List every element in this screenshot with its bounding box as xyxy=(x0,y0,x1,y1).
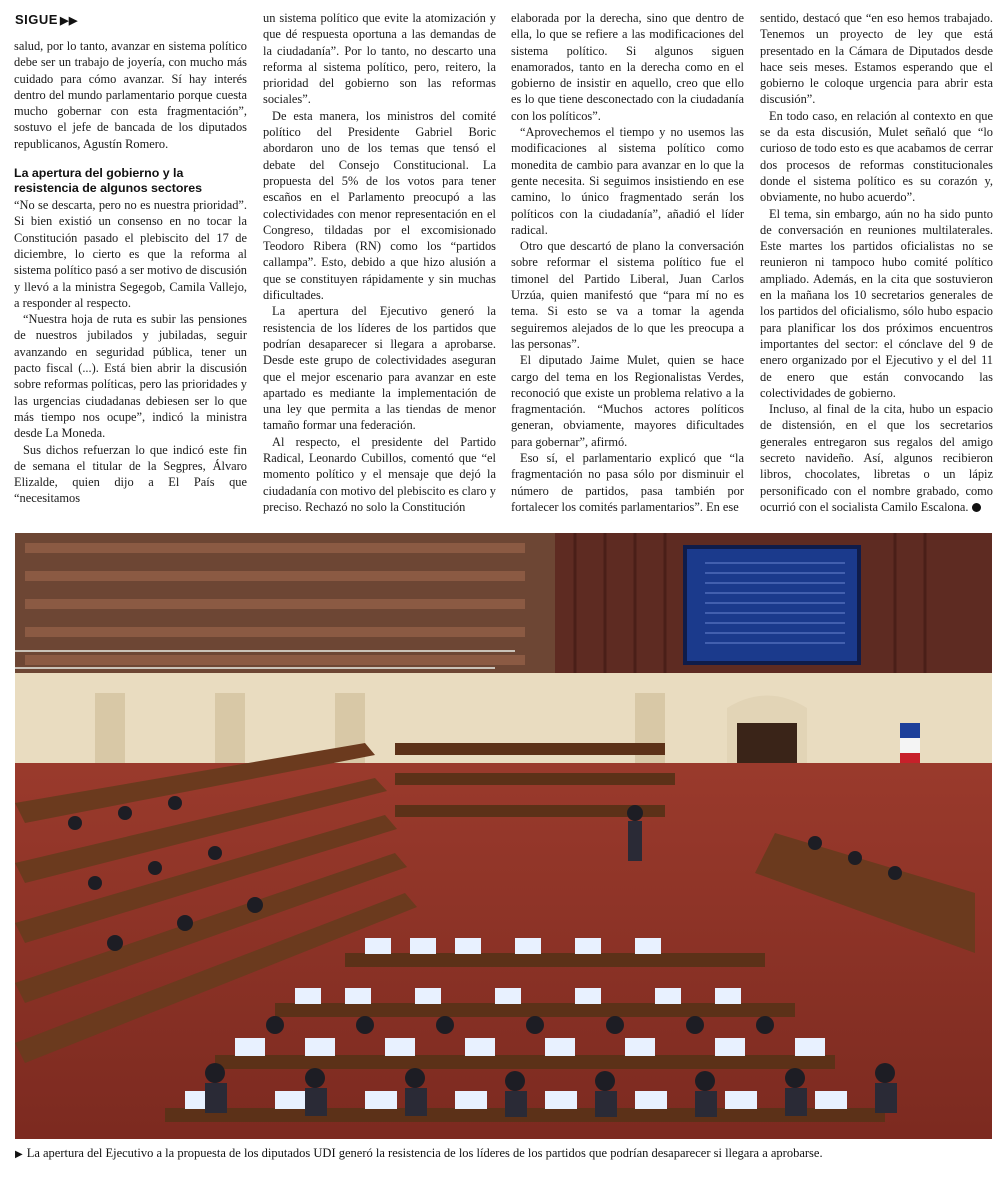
paragraph: De esta manera, los ministros del comité político del Presidente Gabriel Boric abordaron uno de los temas que tensó el debate del Consejo Constitucional. La propuesta del 5% de los votos para tener escaños en el Parlamento preocupó a las colectividades con menor representación en el Congreso, tildadas por el excomisionado Teodoro Ribera (RN) como los “partidos callampa”. Esto, debido a que hizo alusión a que se constituyen rápidamente y sin muchas dificultades. xyxy=(263,108,496,303)
paragraph: Sus dichos refuerzan lo que indicó este fin de semana el titular de la Segpres, Álvaro Elizalde, quien dijo a El País que “necesitamos xyxy=(14,442,247,506)
paragraph-text: Incluso, al final de la cita, hubo un espacio de distensión, en el que los secretarios generales entregaron sus regalos del amigo secreto navideño. Así, algunos recibieron libros, chocolates, libretas o un lápiz personificado con el nombre grabado, como ocurrió con el socialista Camilo Escalona. xyxy=(760,402,993,514)
paragraph: En todo caso, en relación al contexto en que se da esta discusión, Mulet señaló que “lo curioso de todo esto es que acabamos de cerrar dos procesos de reformas constitucionales donde el sistema político es su corazón y, obviamente, no hubo acuerdo”. xyxy=(760,108,993,205)
chamber-photo xyxy=(15,533,992,1139)
continue-label-text: SIGUE xyxy=(15,12,58,27)
paragraph: El tema, sin embargo, aún no ha sido punto de conversación en reuniones multilaterales. Este martes los partidos oficialistas no se reunieron ni tampoco hubo comité político ampliado. Además, en la cita que sostuvieron en la mañana los 10 secretarios generales de los partidos del oficialismo, sólo hubo espacio para planificar los dos próximos encuentros importantes del sector: el cónclave del 9 de enero organizado por el Ejecutivo y el del 11 de enero que están convocando las colectividades de gobierno. xyxy=(760,206,993,400)
caption-text: La apertura del Ejecutivo a la propuesta de los diputados UDI generó la resistencia de los líderes de los partidos que podrían desaparecer si llegara a aprobarse. xyxy=(26,1146,823,1160)
end-of-article-mark xyxy=(972,503,981,512)
article-column-2 xyxy=(263,10,496,520)
caption-arrow-icon: ▶ xyxy=(15,1149,23,1160)
paragraph: “No se descarta, pero no es nuestra prioridad”. Si bien existió un consenso en no tocar la Constitución pasado el plebiscito del 17 de diciembre, lo cierto es que la reforma al sistema político pasó a ser motivo de discusión y llevó a la ministra Segegob, Camila Vallejo, a responder al respecto. xyxy=(14,198,247,310)
article-column-1 xyxy=(14,38,247,520)
article-body xyxy=(14,10,994,520)
paragraph: Otro que descartó de plano la conversación sobre reformar el sistema político fue el timonel del Partido Liberal, Juan Carlos Urzúa, quien manifestó que “para mí no es tema. Si esto se va a tomar la agenda seguiremos alejados de lo que les preocupa a las personas”. xyxy=(511,239,744,351)
paragraph: un sistema político que evite la atomización y que dé respuesta oportuna a las demandas de la ciudadanía”. Por lo tanto, no descarto una reforma al sistema político, pero, reitero, la prioridad del gobierno son las reformas sociales”. xyxy=(263,11,496,107)
paragraph: El diputado Jaime Mulet, quien se hace cargo del tema en los Regionalistas Verdes, reconoció que existe un problema relativo a la fragmentación. “Muchos actores políticos generan, obviamente, mayores dificultades para gobernar”, afirmó. xyxy=(511,353,744,449)
article-column-3 xyxy=(511,10,744,520)
subheading: La apertura del gobierno y la resistencia de algunos sectores xyxy=(14,166,203,196)
article-column-4 xyxy=(760,10,993,520)
paragraph: Eso sí, el parlamentario explicó que “la fragmentación no pasa sólo por disminuir el número de partidos, pasa también por fortalecer los comités parlamentarios”. En ese xyxy=(511,451,744,514)
paragraph: La apertura del Ejecutivo generó la resistencia de los líderes de los partidos que podrían desaparecer si llegara a aprobarse. Desde este grupo de colectividades aseguran que el mejor escenario para avanzar en este apartado es mediante la implementación de una ley que permita a las tiendas de menor tamaño formar una federación. xyxy=(263,304,496,433)
chamber-photo-illustration xyxy=(15,533,992,1139)
paragraph: “Nuestra hoja de ruta es subir las pensiones de nuestros jubilados y jubiladas, seguir avanzando en seguridad pública, tener un pacto fiscal (...). Está bien abrir la discusión sobre reformas políticas, pero las prioridades y las urgencias ciudadanas debiesen ser lo que más tiempo nos ocupe”, indicó la ministra desde La Moneda. xyxy=(14,312,247,441)
paragraph xyxy=(760,401,993,515)
paragraph: salud, por lo tanto, avanzar en sistema político debe ser un trabajo de joyería, con mucho más cuidado para cómo avanzar. Sí hay interés dentro del mundo parlamentario porque cuesta mucho gobernar con esta fragmentación”, sostuvo el jefe de bancada de los diputados republicanos, Agustín Romero. xyxy=(14,39,247,151)
paragraph: “Aprovechemos el tiempo y no usemos las modificaciones al sistema político como monedita de cambio para avanzar en lo que la gente necesita. Si seguimos insistiendo en ese camino, lo único fragmentado serán los políticos con la ciudadanía”, añadió el líder radical. xyxy=(511,125,744,237)
double-arrow-icon: ▶▶ xyxy=(59,15,78,27)
paragraph: Al respecto, el presidente del Partido Radical, Leonardo Cubillos, comentó que “el momento político y el mensaje que dejó la ciudadanía con motivo del plebiscito es claro y preciso. Rechazó no solo la Constitución xyxy=(263,434,496,514)
photo-caption xyxy=(15,1144,990,1164)
paragraph: elaborada por la derecha, sino que dentro de ella, lo que se refiere a las modificaciones del sistema político. Si algunos siguen enamorados, tanto en la derecha como en el gobierno de insistir en aquello, creo que ello es lo que tiene desconectado con la ciudadanía con los políticos”. xyxy=(511,11,744,123)
paragraph: sentido, destacó que “en eso hemos trabajado. Tenemos un proyecto de ley que está presentado en la Cámara de Diputados desde hace seis meses. Estamos esperando que el gobierno le coloque urgencia para abrir esta discusión”. xyxy=(760,11,993,107)
